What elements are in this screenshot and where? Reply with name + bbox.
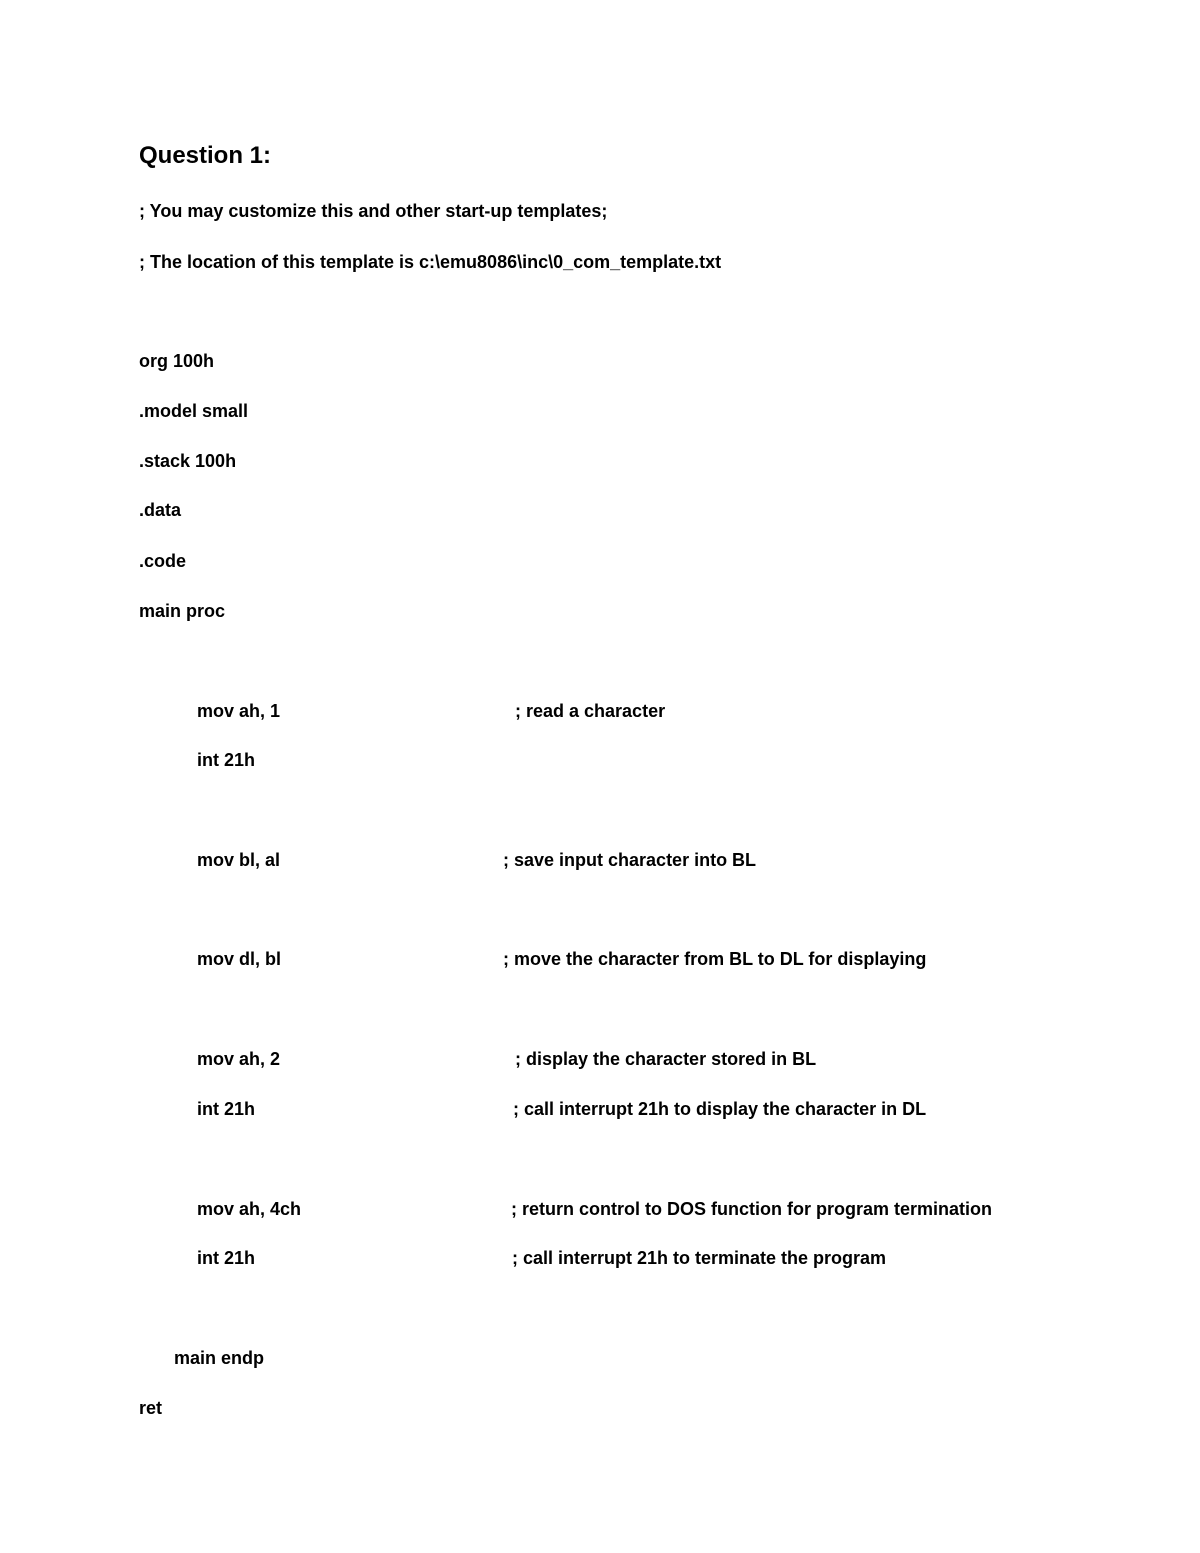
instruction-code: mov ah, 4ch — [197, 1199, 302, 1219]
instruction-comment: ; return control to DOS function for program termination — [511, 1199, 992, 1219]
instruction-code: int 21h — [197, 1248, 256, 1268]
instruction-code: int 21h — [197, 1099, 256, 1119]
instruction-code: mov bl, al — [197, 850, 281, 870]
instruction-comment: ; save input character into BL — [503, 850, 757, 870]
instruction-comment: ; call interrupt 21h to display the character in DL — [513, 1099, 927, 1119]
instruction-comment: ; move the character from BL to DL for displaying — [503, 949, 927, 969]
directive-line: .stack 100h — [139, 451, 237, 471]
page-title: Question 1: — [139, 142, 272, 169]
instruction-comment: ; read a character — [515, 701, 666, 721]
directive-line: .data — [139, 500, 182, 520]
directive-line: main proc — [139, 601, 226, 621]
header-comment: ; The location of this template is c:\emu8086\inc\0_com_template.txt — [139, 252, 722, 272]
footer-line: ret — [139, 1398, 163, 1418]
instruction-comment: ; call interrupt 21h to terminate the program — [512, 1248, 887, 1268]
instruction-code: mov ah, 1 — [197, 701, 281, 721]
instruction-code: mov ah, 2 — [197, 1049, 281, 1069]
footer-line: main endp — [174, 1348, 265, 1368]
directive-line: .code — [139, 551, 187, 571]
header-comment: ; You may customize this and other start-up templates; — [139, 201, 608, 221]
instruction-comment: ; display the character stored in BL — [515, 1049, 817, 1069]
instruction-code: int 21h — [197, 750, 256, 770]
directive-line: .model small — [139, 401, 249, 421]
instruction-code: mov dl, bl — [197, 949, 282, 969]
directive-line: org 100h — [139, 351, 215, 371]
